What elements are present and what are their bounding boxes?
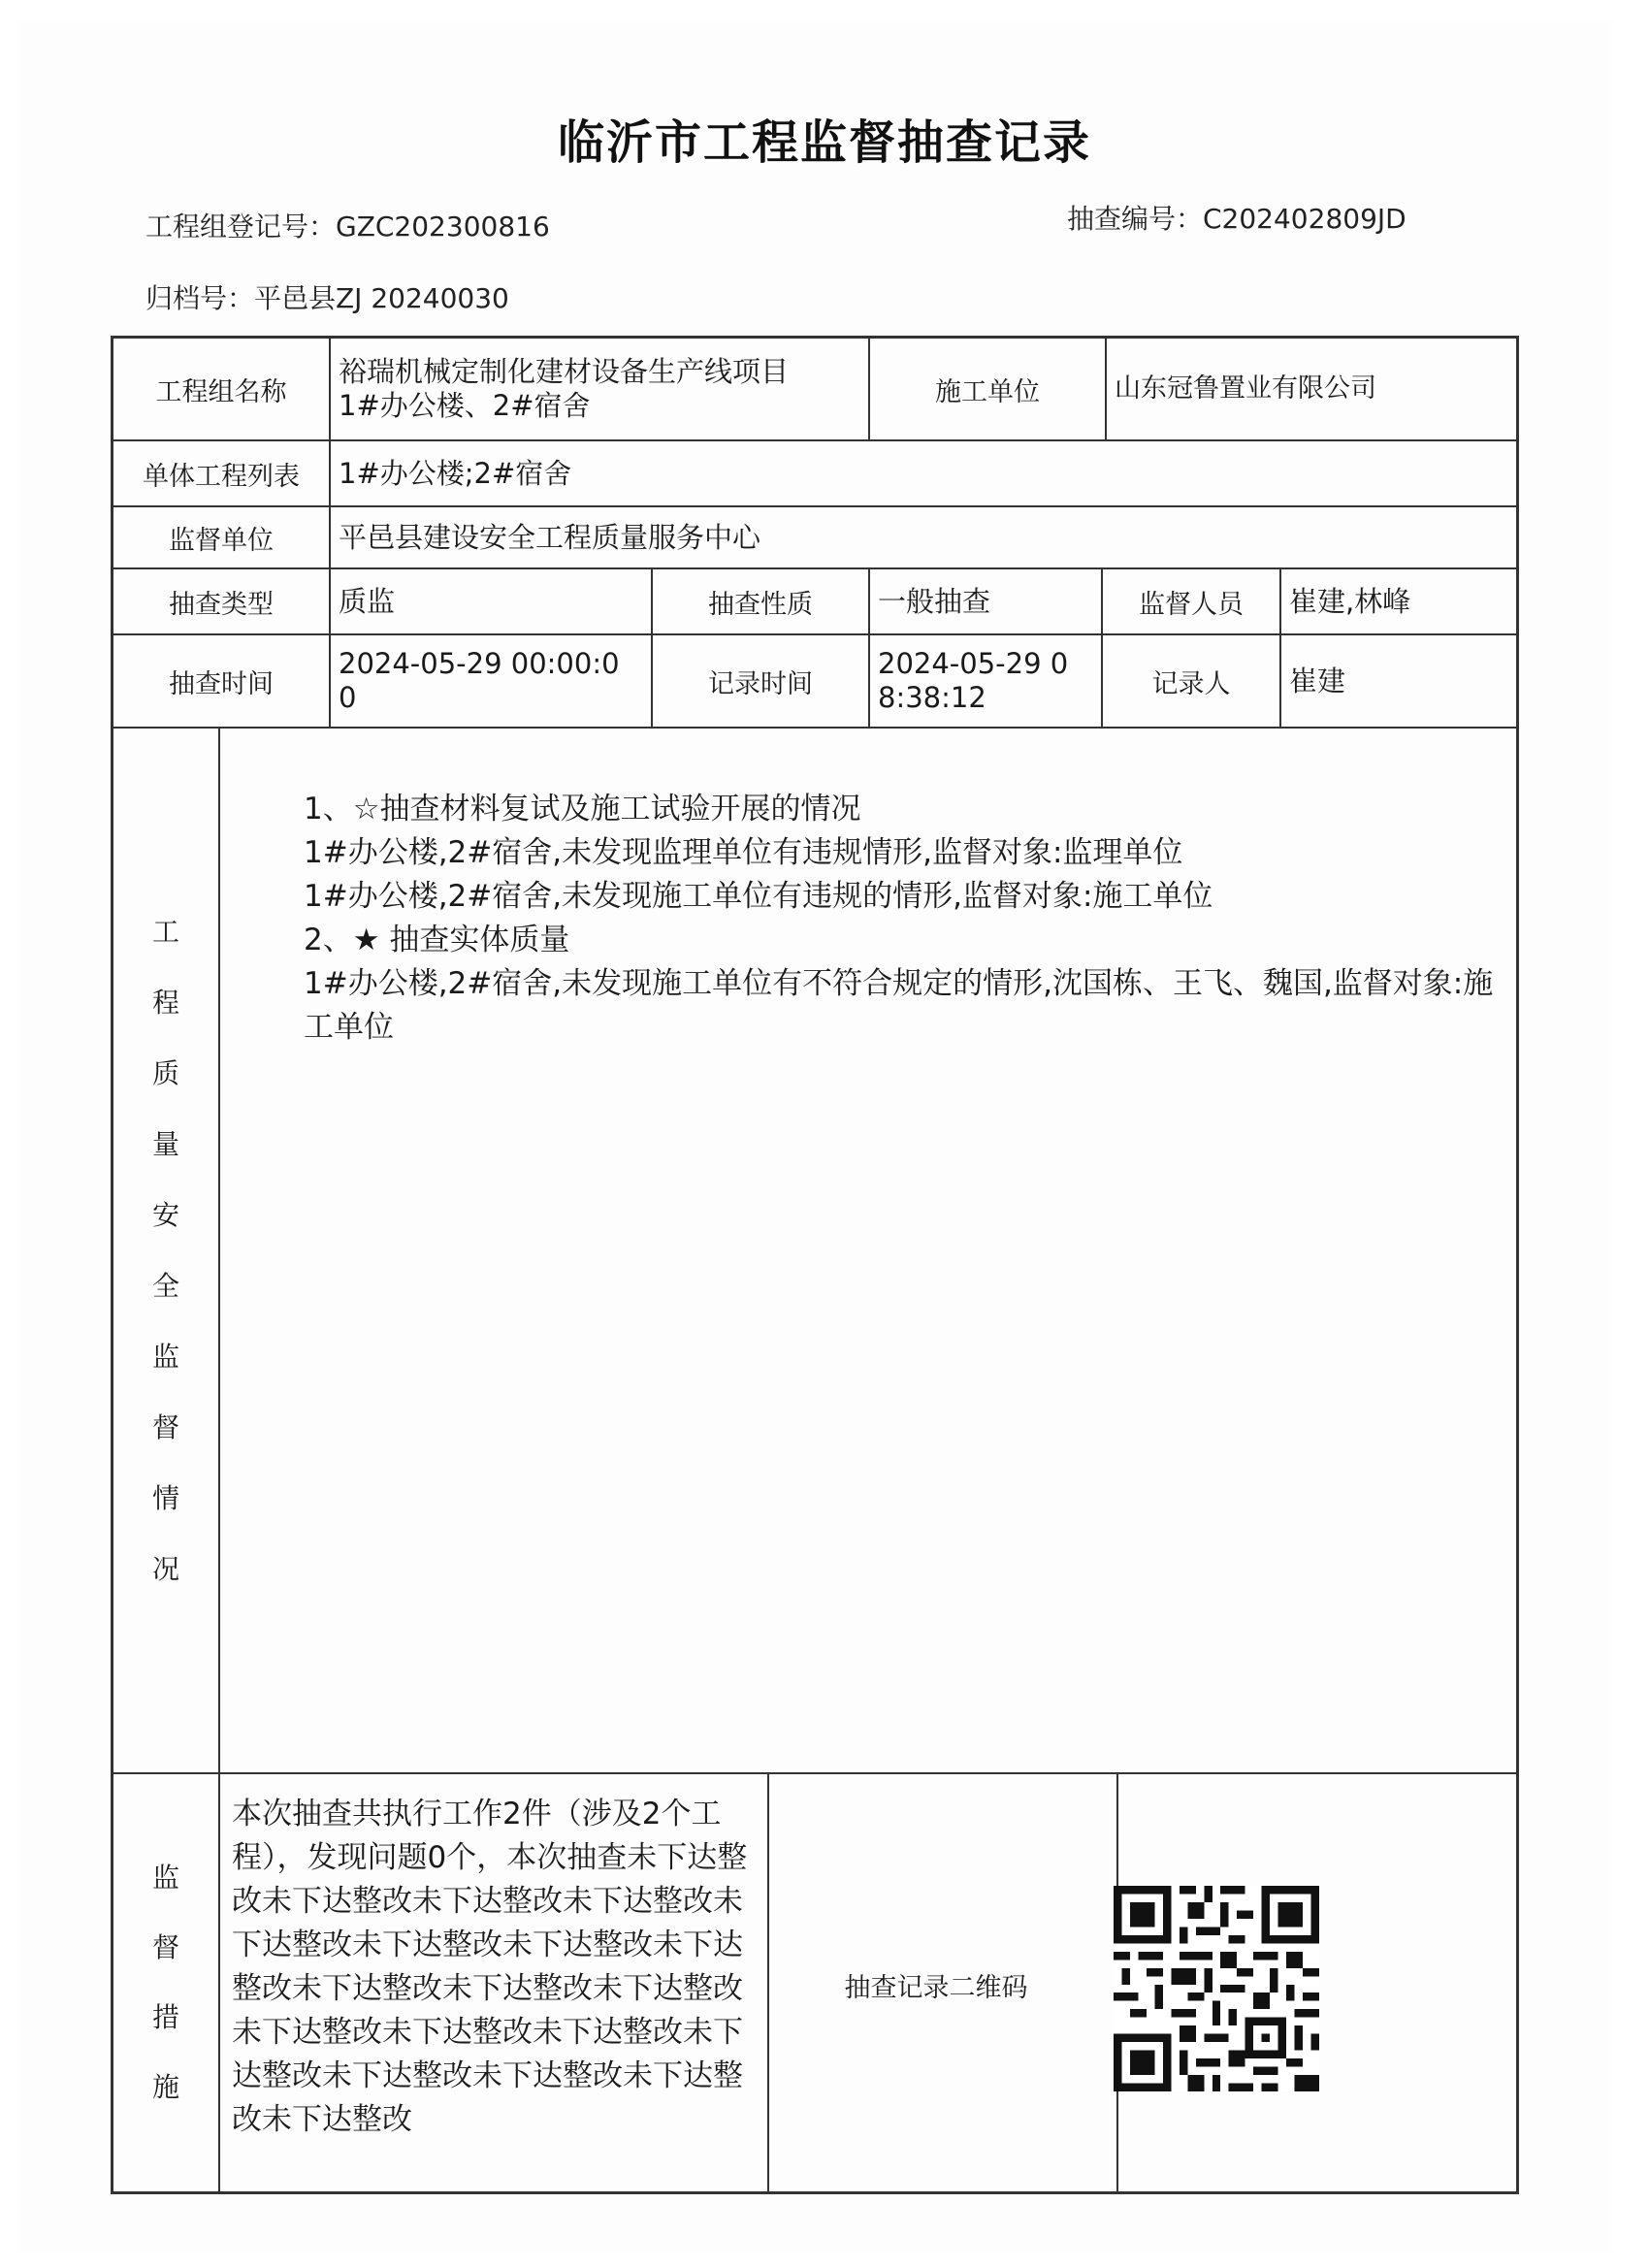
situation-label-char: 安 <box>151 1199 179 1231</box>
situation-label-char: 全 <box>151 1270 179 1302</box>
contractor-value: 山东冠鲁置业有限公司 <box>1107 339 1516 441</box>
project-group-reg-no: 工程组登记号：GZC202300816 <box>146 211 550 243</box>
situation-label-char: 况 <box>151 1553 179 1585</box>
units-value: 1#办公楼;2#宿舍 <box>331 441 1516 507</box>
type-label: 抽查类型 <box>113 569 331 635</box>
document-title: 临沂市工程监督抽查记录 <box>557 115 1091 170</box>
measures-label-char: 施 <box>151 2071 179 2103</box>
record-time-label: 记录时间 <box>653 635 870 729</box>
inspection-no: 抽查编号：C202402809JD <box>1067 203 1406 235</box>
qr-code-label: 抽查记录二维码 <box>844 1972 1028 2003</box>
recorder-label: 记录人 <box>1103 635 1281 729</box>
supervisor-org-value: 平邑县建设安全工程质量服务中心 <box>331 507 1516 569</box>
record-time-line1: 2024-05-29 0 <box>878 647 1069 681</box>
situation-text <box>304 788 1506 1050</box>
situation-label-char: 量 <box>151 1128 179 1160</box>
time-label: 抽查时间 <box>113 635 331 729</box>
archive-no: 归档号：平邑县ZJ 20240030 <box>146 282 509 314</box>
situation-label <box>113 729 220 1774</box>
staff-value: 崔建,林峰 <box>1281 569 1516 635</box>
qr-code-image <box>1114 1886 1319 2091</box>
time-cell <box>331 635 653 729</box>
record-time-line2: 8:38:12 <box>878 681 986 714</box>
supervisor-org-label: 监督单位 <box>113 507 331 569</box>
nature-label: 抽查性质 <box>653 569 870 635</box>
situation-item-heading: 2、★ 抽查实体质量 <box>304 923 570 957</box>
project-name-line1: 裕瑞机械定制化建材设备生产线项目 <box>339 355 790 389</box>
situation-label-char: 质 <box>151 1057 179 1089</box>
situation-label-char: 程 <box>151 987 179 1019</box>
measures-label-char: 措 <box>151 2001 179 2033</box>
project-name-label: 工程组名称 <box>113 339 331 441</box>
record-time-cell <box>870 635 1103 729</box>
units-label: 单体工程列表 <box>113 441 331 507</box>
contractor-label: 施工单位 <box>870 339 1107 441</box>
nature-value: 一般抽查 <box>870 569 1103 635</box>
situation-item-heading: 1、☆抽查材料复试及施工试验开展的情况 <box>304 792 861 826</box>
situation-label-char: 监 <box>151 1341 179 1373</box>
project-name-line2: 1#办公楼、2#宿舍 <box>339 389 591 422</box>
situation-label-char: 督 <box>151 1411 179 1443</box>
situation-item: 1#办公楼,2#宿舍,未发现施工单位有违规的情形,监督对象:施工单位 <box>304 879 1213 914</box>
staff-label: 监督人员 <box>1103 569 1281 635</box>
situation-label-char: 工 <box>151 916 179 948</box>
recorder-value: 崔建 <box>1281 635 1516 729</box>
measures-text: 本次抽查共执行工作2件（涉及2个工程），发现问题0个，本次抽查未下达整改未下达整改未下达整改未下达整改未下达整改未下达整改未下达整改未下达整改未下达整改未下达整改未下达整改未下达整改未下达整改未下达整改未下达整改未下达整改未下达整改未下达整改未下达整改 <box>232 1797 748 2137</box>
measures-label-char: 督 <box>151 1931 179 1963</box>
time-line1: 2024-05-29 00:00:0 <box>339 647 620 681</box>
time-line2: 0 <box>339 681 357 714</box>
project-name-cell <box>331 339 870 441</box>
situation-item: 1#办公楼,2#宿舍,未发现施工单位有不符合规定的情形,沈国栋、王飞、魏国,监督对象:施工单位 <box>304 966 1494 1045</box>
situation-item: 1#办公楼,2#宿舍,未发现监理单位有违规情形,监督对象:监理单位 <box>304 835 1183 870</box>
measures-label-char: 监 <box>151 1862 179 1894</box>
situation-label-char: 情 <box>151 1482 179 1514</box>
measures-label <box>113 1774 220 2191</box>
type-value: 质监 <box>331 569 653 635</box>
